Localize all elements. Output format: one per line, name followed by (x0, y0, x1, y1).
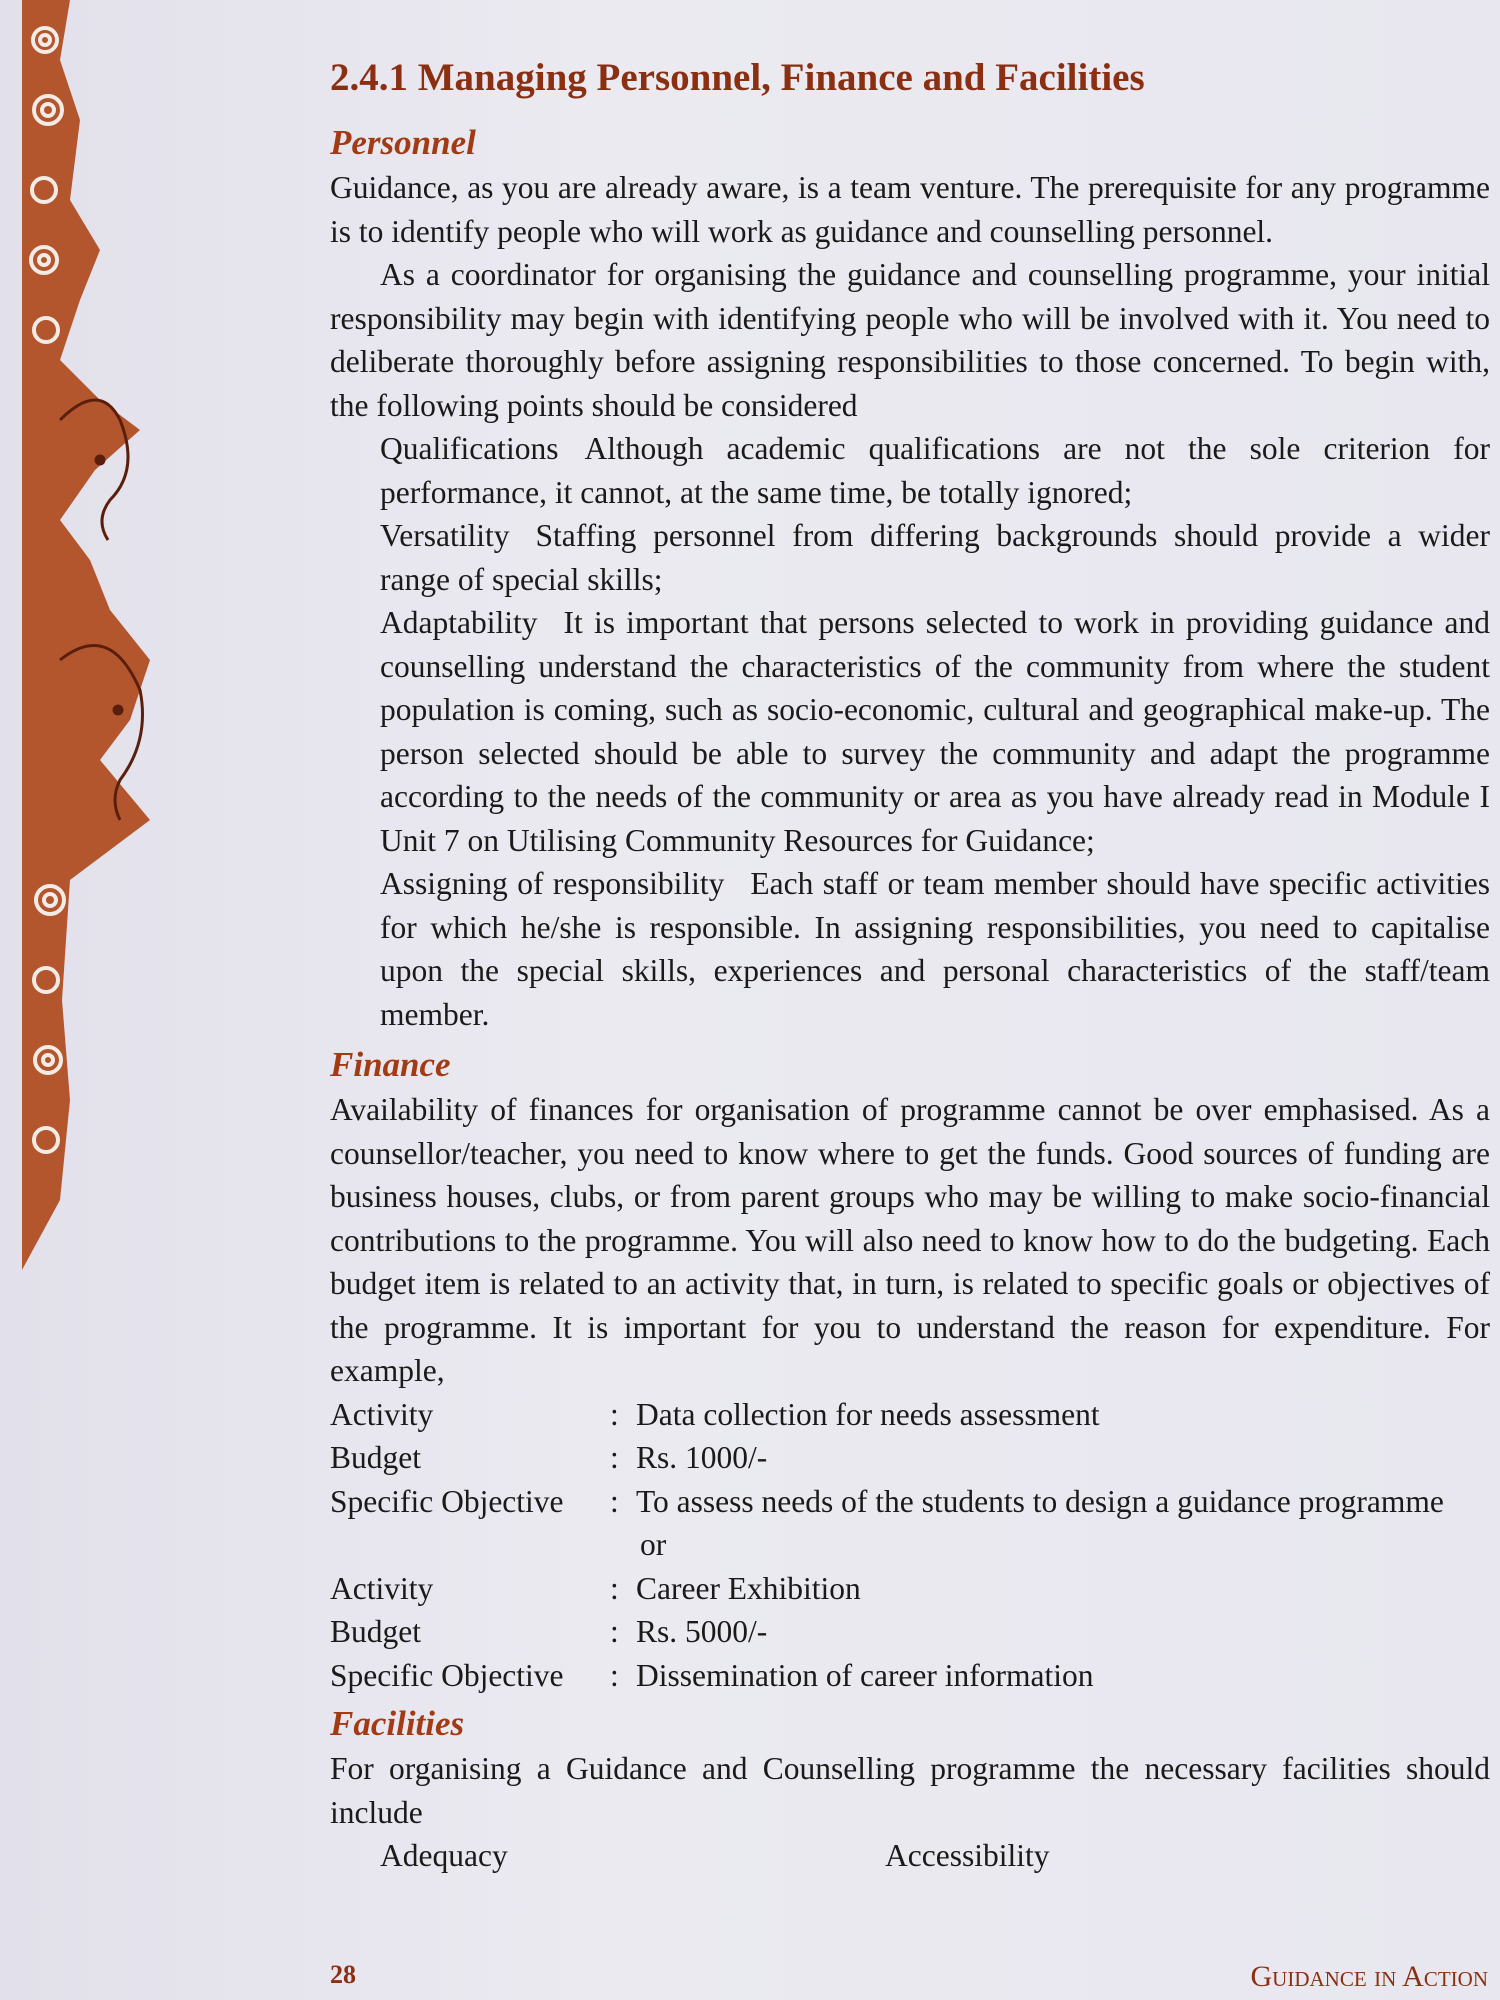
budget-value: Rs. 1000/- (636, 1440, 768, 1475)
budget-colon: : (610, 1483, 619, 1519)
budget-value: To assess needs of the students to design a guidance programme (636, 1483, 1444, 1519)
facilities-paragraph: For organising a Guidance and Counselling programme the necessary facilities should include (330, 1751, 1490, 1830)
page-number: 28 (330, 1960, 356, 1989)
running-footer-title: Guidance in Action (1250, 1960, 1488, 1993)
facility-item: Accessibility (885, 1838, 1050, 1873)
point-assigning-responsibility (380, 862, 1490, 1036)
point-text: It is important that persons selected to work in providing guidance and counselling understand the characteristics of the community from where the student population is coming, such as socio-economic, cultural and geographical make-up. The person selected should be able to survey the community and adapt the programme according to the needs of the community or area as you have already read in Module I Unit 7 on Utilising Community Resources for Guidance; (380, 605, 1490, 858)
budget-value: Data collection for needs assessment (636, 1396, 1100, 1432)
section-title: 2.4.1 Managing Personnel, Finance and Facilities (330, 56, 1145, 99)
point-text: Each staff or team member should have specific activities for which he/she is responsible. In assigning responsibilities, you need to capitalise upon the special skills, experiences and personal characteristics of the staff/team member. (380, 866, 1490, 1032)
budget-row (330, 1480, 1490, 1524)
point-term: Assigning of responsibility (380, 866, 725, 901)
budget-colon: : (610, 1396, 619, 1432)
point-adaptability (380, 601, 1490, 862)
budget-label: Budget (330, 1614, 421, 1649)
facilities-heading: Facilities (330, 1704, 465, 1743)
facilities-items (330, 1834, 1490, 1878)
budget-label: Budget (330, 1440, 421, 1475)
budget-colon: : (610, 1614, 619, 1649)
point-term: Adaptability (380, 605, 538, 640)
budget-value: Career Exhibition (636, 1570, 861, 1606)
budget-label: Specific Objective (330, 1483, 564, 1519)
point-term: Versatility (380, 518, 510, 553)
budget-row (330, 1567, 1490, 1611)
budget-row (330, 1436, 1490, 1480)
budget-value: Dissemination of career information (636, 1657, 1094, 1693)
facility-item: Adequacy (380, 1838, 508, 1873)
main-content (330, 48, 1490, 1878)
point-versatility (380, 514, 1490, 601)
budget-colon: : (610, 1440, 619, 1475)
personnel-paragraph-2: As a coordinator for organising the guidance and counselling programme, your initial responsibility may begin with identifying people who will be involved with it. You need to deliberate thoroughly before assigning responsibilities to those concerned. To begin with, the following points should be considered (330, 257, 1490, 423)
budget-value: Rs. 5000/- (636, 1614, 768, 1649)
budget-label: Activity (330, 1396, 434, 1432)
budget-or-separator: or (640, 1527, 667, 1562)
point-term: Qualifications (380, 431, 559, 466)
point-text: Although academic qualifications are not the sole criterion for performance, it cannot, at the same time, be totally ignored; (380, 431, 1490, 510)
point-text: Staffing personnel from differing backgrounds should provide a wider range of special skills; (380, 518, 1490, 597)
budget-label: Activity (330, 1570, 434, 1606)
finance-heading: Finance (330, 1045, 451, 1084)
point-qualifications (380, 427, 1490, 514)
budget-row (330, 1654, 1490, 1698)
budget-colon: : (610, 1657, 619, 1693)
budget-row (330, 1610, 1490, 1654)
personnel-heading: Personnel (330, 123, 476, 162)
finance-paragraph: Availability of finances for organisation of programme cannot be over emphasised. As a counsellor/teacher, you need to know where to get the funds. Good sources of funding are business houses, clubs, or from parent groups who may be willing to make socio-financial contributions to the programme. You will also need to know how to do the budgeting. Each budget item is related to an activity that, in turn, is related to specific goals or objectives of the programme. It is important for you to understand the reason for expenditure. For example, (330, 1092, 1490, 1388)
decorative-border-illustration (0, 0, 180, 1270)
budget-label: Specific Objective (330, 1657, 564, 1693)
budget-row (330, 1393, 1490, 1437)
budget-colon: : (610, 1570, 619, 1606)
personnel-paragraph-1: Guidance, as you are already aware, is a team venture. The prerequisite for any programme is to identify people who will work as guidance and counselling personnel. (330, 170, 1490, 249)
